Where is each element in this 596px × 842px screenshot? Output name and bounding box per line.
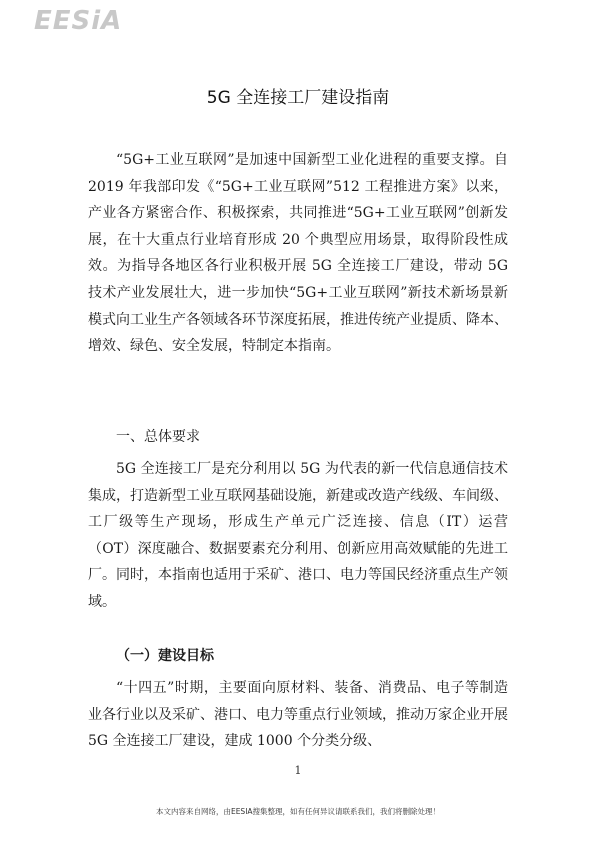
paragraph-intro: “5G+工业互联网”是加速中国新型工业化进程的重要支撑。自 2019 年我部印发《“5G+工业互联网”512 工程推进方案》以来，产业各方紧密合作、积极探索，共同推进“5G+工业互联网”创新发展，在十大重点行业培育形成 20 个典型应用场景，取得阶段性成效。为指导各地区各行业积极开展 5G 全连接工厂建设，带动 5G 技术产业发展壮大，进一步加快“5G+工业互联网”新技术新场景新模式向工业生产各领域各环节深度拓展，推进传统产业提质、降本、增效、绿色、安全发展，特制定本指南。	[88, 152, 508, 355]
document-title: 5G 全连接工厂建设指南	[206, 88, 390, 108]
page-number: 1	[294, 764, 302, 777]
footer-notice: 本文内容来自网络，由EESIA搜集整理，如有任何异议请联系我们，我们将删除处理！	[155, 807, 441, 816]
paragraph-goals: “十四五”时期，主要面向原材料、装备、消费品、电子等制造业各行业以及采矿、港口、电力等重点行业领域，推动万家企业开展 5G 全连接工厂建设，建成 1000 个分类分级、	[88, 680, 508, 750]
eesia-logo: EESiA	[34, 6, 123, 36]
paragraph-overview: 5G 全连接工厂是充分利用以 5G 为代表的新一代信息通信技术集成，打造新型工业互联网基础设施，新建或改造产线级、车间级、工厂级等生产现场，形成生产单元广泛连接、信息（IT）运营（OT）深度融合、数据要素充分利用、创新应用高效赋能的先进工厂。同时，本指南也适用于采矿、港口、电力等国民经济重点生产领域。	[88, 461, 508, 610]
subsection-heading: （一）建设目标	[116, 648, 214, 664]
section-heading: 一、总体要求	[116, 429, 200, 445]
